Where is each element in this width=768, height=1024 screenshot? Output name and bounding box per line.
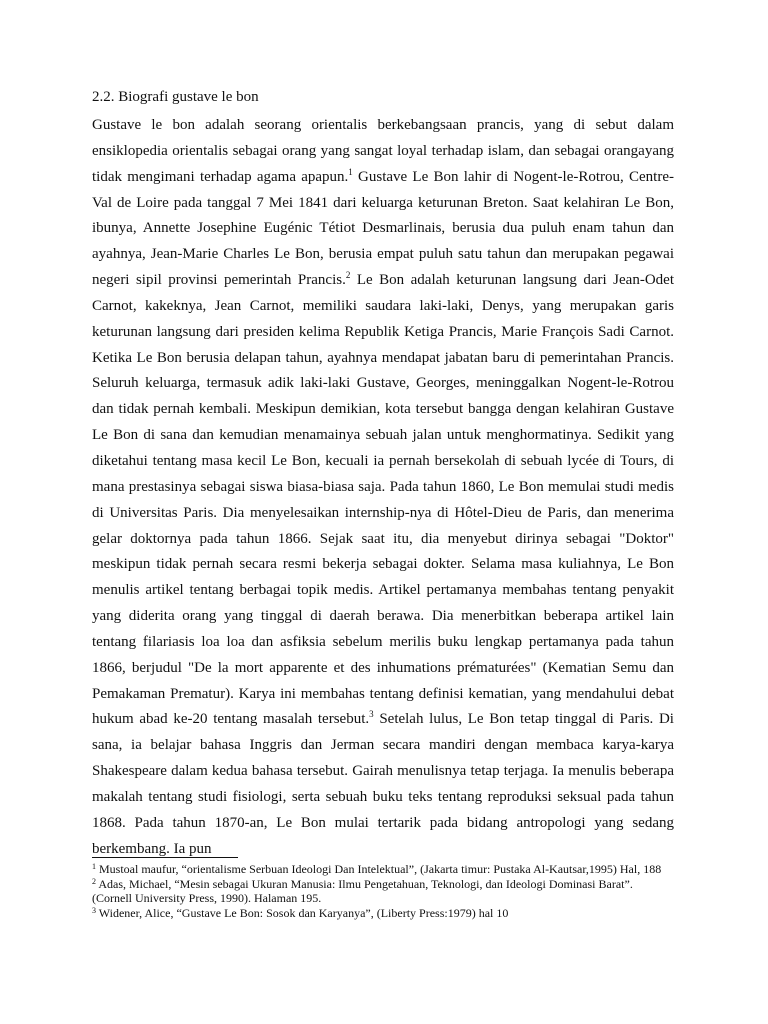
footnote-number: 3: [92, 905, 96, 915]
footnote-2: [92, 877, 672, 906]
body-text-segment-4: Setelah lulus, Le Bon tetap tinggal di Paris. Di sana, ia belajar bahasa Inggris dan Jerman secara mandiri dengan membaca karya-karya Shakespeare dalam kedua bahasa tersebut. Gairah menulisnya tetap terjaga. Ia menulis beberapa makalah tentang studi fisiologi, serta sebuah buku teks tentang reproduksi seksual pada tahun 1868. Pada tahun 1870-an, Le Bon mulai tertarik pada bidang antropologi yang sedang berkembang. Ia pun: [92, 711, 674, 857]
footnote-ref-1[interactable]: 1: [348, 166, 353, 177]
body-paragraph: [92, 113, 674, 862]
footnote-text: Mustoal maufur, “orientalisme Serbuan Ideologi Dan Intelektual”, (Jakarta timur: Pustaka Al-Kautsar,1995) Hal, 188: [96, 862, 662, 876]
footnotes-section: [92, 862, 672, 920]
section-heading: 2.2. Biografi gustave le bon: [92, 89, 259, 105]
footnote-1: [92, 862, 672, 877]
footnote-text: Adas, Michael, “Mesin sebagai Ukuran Manusia: Ilmu Pengetahuan, Teknologi, dan Ideologi Dominasi Barat”. (Cornell University Press, 1990). Halaman 195.: [92, 876, 633, 906]
body-text-segment-1: Gustave le bon adalah seorang orientalis berkebangsaan prancis, yang di sebut dalam ensiklopedia orientalis sebagai orang yang sangat loyal terhadap islam, dan sebagai orangayang tidak mengimani terhadap agama apapun.: [92, 117, 674, 185]
body-text-segment-2: Gustave Le Bon lahir di Nogent-le-Rotrou, Centre-Val de Loire pada tanggal 7 Mei 1841 dari keluarga keturunan Breton. Saat kelahiran Le Bon, ibunya, Annette Josephine Eugénic Tétiot Desmarlinais, berusia dua puluh enam tahun dan ayahnya, Jean-Marie Charles Le Bon, berusia empat puluh satu tahun dan merupakan pegawai negeri sipil provinsi pemerintah Prancis.: [92, 168, 674, 289]
footnote-number: 2: [92, 876, 96, 886]
footnote-separator: [92, 857, 238, 858]
footnote-ref-3[interactable]: 3: [369, 709, 374, 720]
footnote-3: [92, 906, 672, 921]
footnote-ref-2[interactable]: 2: [345, 270, 351, 281]
footnote-number: 1: [92, 862, 96, 871]
body-text-segment-3: Le Bon adalah keturunan langsung dari Jean-Odet Carnot, kakeknya, Jean Carnot, memiliki saudara laki-laki, Denys, yang merupakan garis keturunan langsung dari presiden kelima Republik Ketiga Prancis, Marie François Sadi Carnot. Ketika Le Bon berusia delapan tahun, ayahnya mendapat jabatan baru di pemerintahan Prancis. Seluruh keluarga, termasuk adik laki-laki Gustave, Georges, meninggalkan Nogent-le-Rotrou dan tidak pernah kembali. Meskipun demikian, kota tersebut bangga dengan kelahiran Gustave Le Bon di sana dan kemudian menamainya sebuah jalan untuk menghormatinya. Sedikit yang diketahui tentang masa kecil Le Bon, kecuali ia pernah bersekolah di sebuah lycée di Tours, di mana prestasinya sebagai siswa biasa-biasa saja. Pada tahun 1860, Le Bon memulai studi medis di Universitas Paris. Dia menyelesaikan internship-nya di Hôtel-Dieu de Paris, dan menerima gelar doktornya pada tahun 1866. Sejak saat itu, dia menyebut dirinya sebagai "Doktor" meskipun tidak pernah secara resmi bekerja sebagai dokter. Selama masa kuliahnya, Le Bon menulis artikel tentang berbagai topik medis. Artikel pertamanya membahas tentang penyakit yang diderita orang yang tinggal di daerah berawa. Dia menerbitkan beberapa artikel lain tentang filariasis loa loa dan asfiksia sebelum merilis buku lengkap pertamanya pada tahun 1866, berjudul "De la mort apparente et des inhumations prématurées" (Kematian Semu dan Pemakaman Prematur). Karya ini membahas tentang definisi kematian, yang mendahului debat hukum abad ke-20 tentang masalah tersebut.: [92, 272, 674, 728]
footnote-text: Widener, Alice, “Gustave Le Bon: Sosok dan Karyanya”, (Liberty Press:1979) hal 10: [96, 905, 509, 920]
